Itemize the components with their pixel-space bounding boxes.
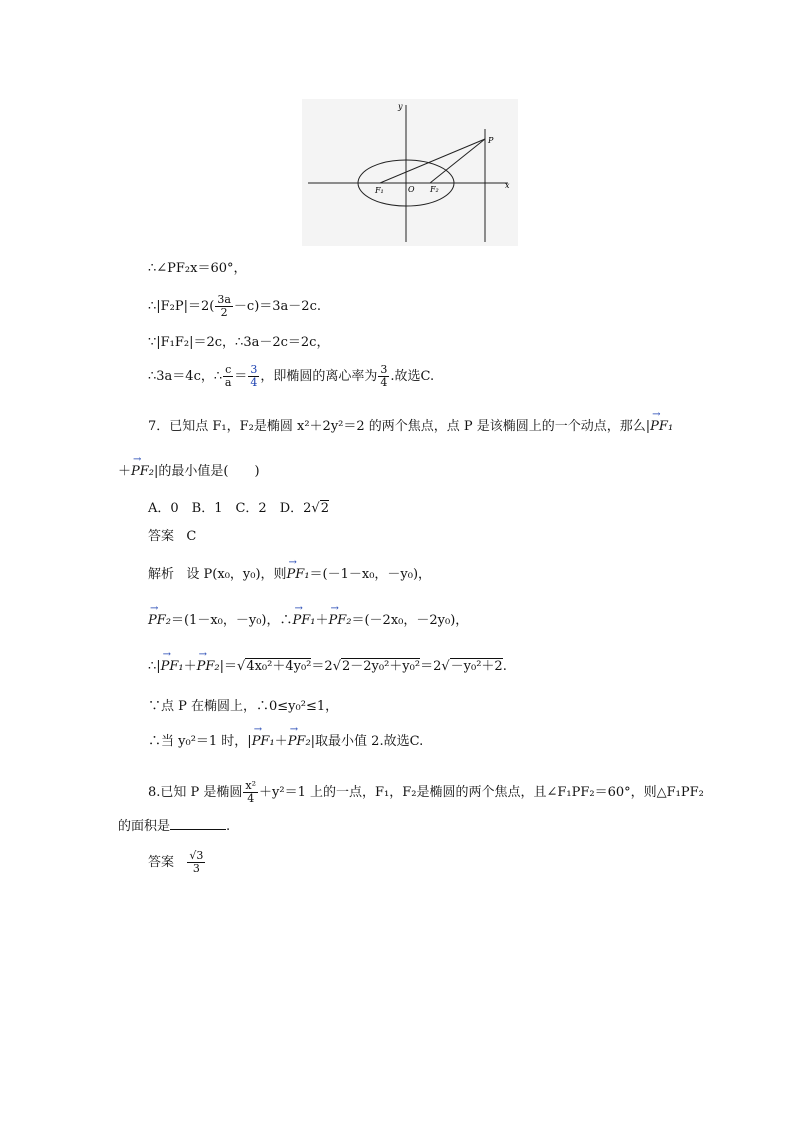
vector-pf1: → PF₁ (287, 566, 310, 584)
question-7-line-2 (118, 463, 260, 481)
y-axis-label: y (398, 102, 403, 111)
question-text: 8.已知 P 是椭圆 (148, 785, 243, 800)
fraction: $\frac{3}{4}$ (250, 363, 258, 389)
vector-pf1: → PF₁ (252, 733, 275, 751)
origin-label: O (408, 185, 415, 194)
line-text: ＝ (234, 369, 248, 384)
answer-fraction: $\frac{√3}{3}$ (189, 849, 204, 875)
analysis-text: ＝2 (420, 659, 442, 674)
vector-pf2: → PF₂ (329, 612, 352, 630)
answer-label: 答案 (148, 855, 175, 870)
sqrt-value: 2－2y₀²＋y₀² (341, 659, 421, 674)
options-text: A．0 B．1 C．2 D．2 (148, 501, 312, 516)
vector-pf1: → PF₁ (650, 418, 673, 436)
question-8-answer (148, 850, 206, 875)
solution-line-4 (148, 364, 434, 389)
fraction: $\frac{\text{x²}}{4}$ (245, 779, 257, 805)
figure-background (302, 99, 518, 246)
point-f1-label: F₁ (375, 186, 384, 195)
question-text: 的面积是 (118, 819, 171, 834)
question-text: . (226, 819, 231, 834)
analysis-text: ＝(－1－x₀，－y₀)， (309, 567, 432, 582)
fraction: $\frac{c}{a}$ (224, 363, 232, 389)
analysis-text: ∴当 y₀²＝1 时，| (148, 734, 252, 749)
question-7-answer (148, 528, 196, 546)
vector-pf1: → PF₁ (161, 658, 184, 676)
sqrt-value: 2 (320, 501, 329, 516)
solution-line-3: ∵|F₁F₂|＝2c，∴3a－2c＝2c， (148, 335, 330, 350)
analysis-line-3: ∴|→ PF₁＋→ PF₂|＝√4x₀²＋4y₀²＝2√2－2y₀²＋y₀²＝2√－y₀²＋2. (148, 658, 507, 676)
vector-pf2: → PF₂ (148, 612, 171, 630)
analysis-text: ＝(－2x₀，－2y₀)， (351, 613, 469, 628)
question-text: ＋ (118, 464, 132, 479)
vector-pf2: → PF₂ (288, 733, 311, 751)
analysis-text: ∴| (148, 659, 161, 674)
analysis-line-5 (148, 733, 423, 751)
analysis-text: ＋ (183, 659, 197, 674)
line-text: ，即椭圆的离心率为 (260, 369, 378, 384)
question-text: |的最小值是( ) (154, 464, 260, 479)
line-text: －c (233, 299, 255, 314)
sqrt-value: 4x₀²＋4y₀² (246, 659, 312, 674)
question-8-line-2 (118, 817, 230, 836)
vector-pf1: → PF₁ (293, 612, 316, 630)
question-7-line-1 (148, 418, 673, 436)
analysis-line-4: ∵点 P 在椭圆上，∴0≤y₀²≤1， (148, 699, 339, 714)
analysis-text: . (502, 659, 507, 674)
ellipse-figure (302, 99, 518, 246)
point-p-label: P (488, 136, 494, 145)
answer-value: C (186, 529, 197, 544)
fraction: $\frac{3a}{2}$ (217, 293, 231, 319)
analysis-text: ＋ (274, 734, 288, 749)
question-text: 7．已知点 F₁，F₂是椭圆 x²＋2y²＝2 的两个焦点，点 P 是该椭圆上的一个动点，那么| (148, 419, 651, 434)
solution-line-2: ∴|F₂P|＝2( $\frac{3a}{2}$ －c)＝3a－2c. (148, 293, 321, 319)
line-text: .故选C. (390, 369, 435, 384)
question-8-line-1 (148, 780, 704, 805)
solution-line-1: ∴∠PF₂x＝60°， (148, 261, 247, 276)
analysis-text: ＋ (315, 613, 329, 628)
analysis-text: |取最小值 2.故选C. (310, 734, 424, 749)
analysis-text: |＝ (219, 659, 238, 674)
fraction: $\frac{3}{4}$ (380, 363, 388, 389)
answer-blank (170, 817, 226, 830)
line-text: ＝3a－2c. (259, 299, 321, 314)
line-text: ∴|F₂P|＝2 (148, 299, 210, 314)
vector-pf2: → PF₂ (197, 658, 220, 676)
analysis-line-1 (148, 566, 431, 584)
analysis-text: ＝2 (311, 659, 333, 674)
x-axis-label: x (505, 181, 510, 190)
analysis-text: ＝(1－x₀，－y₀)，∴ (170, 613, 293, 628)
analysis-label: 解析 (148, 567, 175, 582)
sqrt-value: －y₀²＋2 (450, 659, 503, 674)
question-7-options: A．0 B．1 C．2 D．2√2 (148, 501, 329, 516)
answer-label: 答案 (148, 529, 175, 544)
vector-pf2: → PF₂ (131, 463, 154, 481)
analysis-text: 设 P(x₀，y₀)，则 (186, 567, 287, 582)
point-f2-label: F₂ (430, 185, 439, 194)
line-text: ∴3a＝4c，∴ (148, 369, 223, 384)
question-text: ＋y²＝1 上的一点，F₁，F₂是椭圆的两个焦点，且∠F₁PF₂＝60°，则△F₁PF₂ (259, 785, 704, 800)
analysis-line-2 (148, 612, 468, 630)
